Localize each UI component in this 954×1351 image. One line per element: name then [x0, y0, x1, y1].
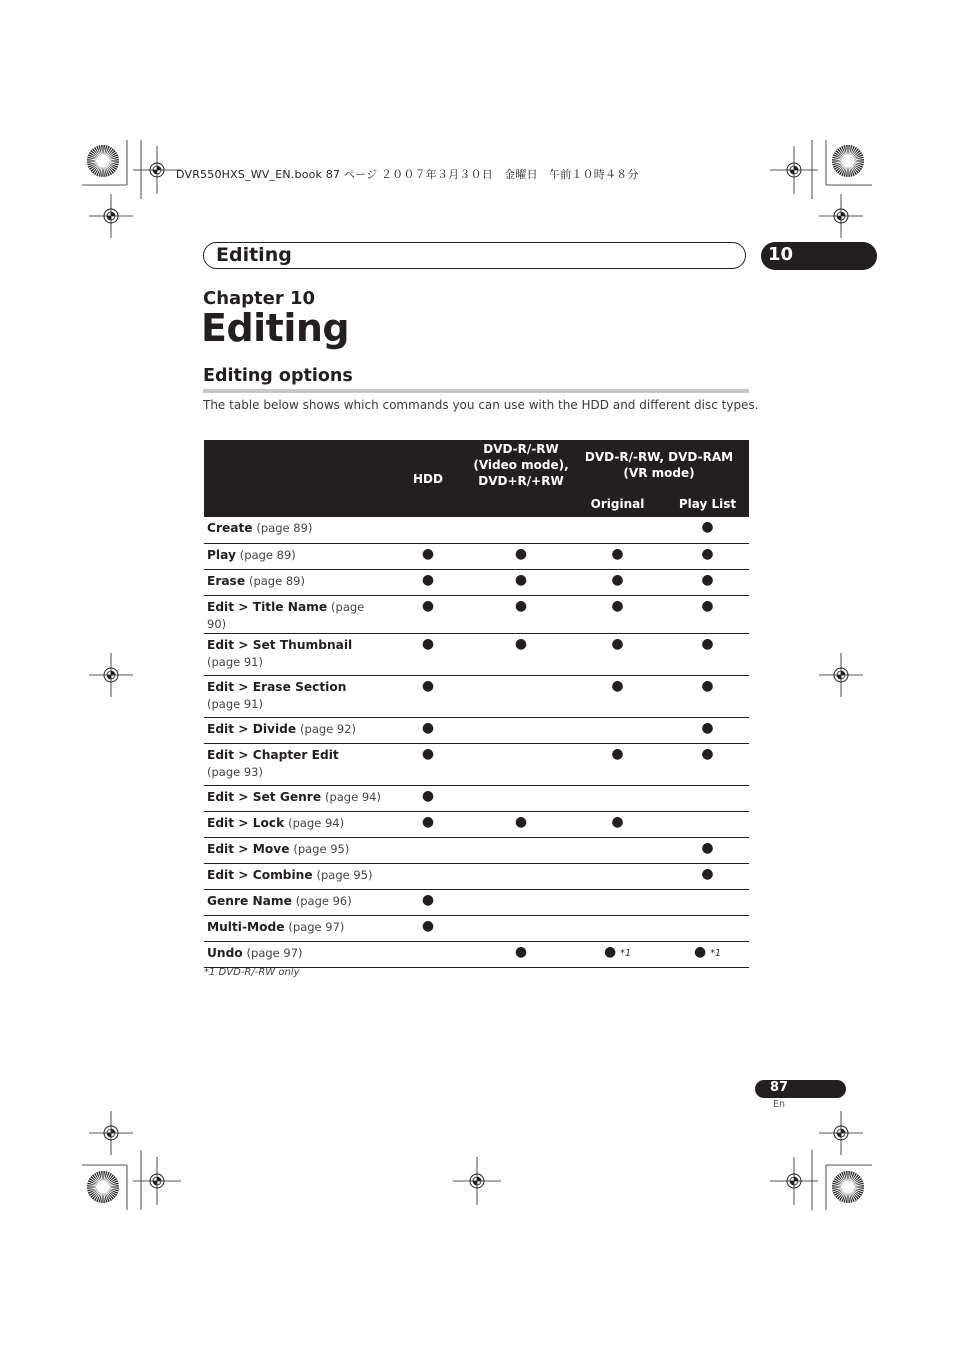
- support-dot: ●: [421, 677, 435, 694]
- page-reference: (page 89): [256, 521, 313, 535]
- support-dot: ●: [611, 597, 624, 614]
- page-reference: (page 91): [207, 696, 263, 711]
- hdd-cell: [383, 941, 473, 967]
- command-cell: [204, 837, 383, 863]
- original-cell: [569, 915, 666, 941]
- page-reference: (page 97): [288, 919, 345, 934]
- page-number: 87: [770, 1080, 789, 1095]
- support-dot: ●: [611, 813, 624, 830]
- editing-options-table: [204, 440, 749, 968]
- playlist-cell: [666, 633, 749, 675]
- support-dot: ●: [701, 745, 714, 762]
- language-code: En: [773, 1099, 786, 1110]
- header-video-mode: DVD-R/-RW (Video mode), DVD+R/+RW: [473, 440, 569, 517]
- video-cell: [473, 517, 569, 543]
- support-dot: ●: [611, 571, 624, 588]
- command-name: Create: [207, 521, 253, 535]
- video-cell: [473, 717, 569, 743]
- table-row: [204, 633, 749, 675]
- table-row: [204, 837, 749, 863]
- book-info-line: DVR550HXS_WV_EN.book 87 ページ ２００７年３月３０日 金曜日 午前１０時４８分: [176, 168, 639, 181]
- video-cell: [473, 889, 569, 915]
- command-name: Edit > Erase Section: [207, 679, 347, 694]
- video-cell: [473, 785, 569, 811]
- table-row: [204, 717, 749, 743]
- playlist-cell: [666, 569, 749, 595]
- command-name: Edit > Set Genre: [207, 789, 322, 804]
- header-original: Original: [569, 494, 666, 517]
- command-name: Edit > Title Name: [207, 599, 328, 614]
- hdd-cell: [383, 811, 473, 837]
- hdd-cell: [383, 889, 473, 915]
- running-header-title: Editing: [216, 244, 292, 266]
- hdd-cell: [383, 595, 473, 633]
- table-row: [204, 811, 749, 837]
- support-dot: ●: [421, 545, 435, 562]
- support-dot: ●: [421, 745, 435, 762]
- support-dot: ●: [421, 597, 435, 614]
- command-cell: [204, 675, 383, 717]
- hdd-cell: [383, 915, 473, 941]
- page-reference: (page 92): [300, 721, 357, 736]
- support-dot: ●: [421, 787, 435, 804]
- table-row: [204, 595, 749, 633]
- command-cell: [204, 743, 383, 785]
- playlist-cell: [666, 675, 749, 717]
- command-cell: [204, 595, 383, 633]
- playlist-cell: [666, 543, 749, 569]
- section-divider: [203, 389, 749, 393]
- original-cell: [569, 889, 666, 915]
- support-dot: ●: [421, 891, 435, 908]
- page-reference: (page 94): [288, 815, 345, 830]
- playlist-cell: [666, 743, 749, 785]
- table-row: [204, 517, 749, 543]
- header-playlist: Play List: [666, 494, 749, 517]
- original-cell: [569, 863, 666, 889]
- support-dot: ●: [514, 545, 528, 562]
- chapter-number: 10: [768, 244, 794, 265]
- page-number-badge: [755, 1080, 846, 1098]
- original-cell: [569, 811, 666, 837]
- footnote-marker: *1: [710, 947, 721, 959]
- support-dot: ●: [701, 519, 714, 535]
- footnote: *1 DVD-R/-RW only: [204, 967, 300, 978]
- command-cell: [204, 915, 383, 941]
- support-dot: ●: [701, 719, 714, 736]
- support-dot: ●: [421, 571, 435, 588]
- support-dot: ●: [421, 719, 435, 736]
- playlist-cell: [666, 863, 749, 889]
- page-reference: (page 90): [207, 599, 365, 631]
- support-dot: ●: [701, 677, 714, 694]
- command-cell: [204, 785, 383, 811]
- support-dot: ●: [693, 943, 707, 960]
- intro-paragraph: The table below shows which commands you can use with the HDD and different disc types.: [203, 398, 759, 412]
- support-dot: ●: [514, 943, 528, 960]
- header-hdd: HDD: [383, 440, 473, 517]
- support-dot: ●: [701, 597, 714, 614]
- playlist-cell: [666, 915, 749, 941]
- command-name: Undo: [207, 945, 243, 960]
- hdd-cell: [383, 633, 473, 675]
- hdd-cell: [383, 863, 473, 889]
- command-name: Edit > Divide: [207, 721, 297, 736]
- support-dot: ●: [421, 917, 435, 934]
- support-dot: ●: [611, 545, 624, 562]
- support-dot: ●: [514, 635, 528, 652]
- original-cell: [569, 633, 666, 675]
- video-cell: [473, 863, 569, 889]
- page-reference: (page 96): [295, 893, 352, 908]
- table-row: [204, 675, 749, 717]
- original-cell: [569, 941, 666, 967]
- command-cell: [204, 863, 383, 889]
- original-cell: [569, 569, 666, 595]
- command-cell: [204, 717, 383, 743]
- page-reference: (page 93): [207, 764, 263, 779]
- support-dot: ●: [603, 943, 617, 960]
- original-cell: [569, 517, 666, 543]
- video-cell: [473, 675, 569, 717]
- playlist-cell: [666, 941, 749, 967]
- page-reference: (page 89): [239, 547, 296, 562]
- original-cell: [569, 717, 666, 743]
- table-row: [204, 863, 749, 889]
- table-row: [204, 915, 749, 941]
- command-cell: [204, 569, 383, 595]
- running-header: [203, 242, 746, 269]
- table-row: [204, 569, 749, 595]
- video-cell: [473, 743, 569, 785]
- command-name: Play: [207, 547, 236, 562]
- page-reference: (page 97): [246, 945, 303, 960]
- command-name: Edit > Lock: [207, 815, 285, 830]
- header-command: [204, 440, 383, 517]
- video-cell: [473, 811, 569, 837]
- original-cell: [569, 785, 666, 811]
- original-cell: [569, 675, 666, 717]
- hdd-cell: [383, 543, 473, 569]
- table-row: [204, 543, 749, 569]
- support-dot: ●: [611, 677, 624, 694]
- hdd-cell: [383, 837, 473, 863]
- support-dot: ●: [701, 865, 714, 882]
- hdd-cell: [383, 743, 473, 785]
- page-reference: (page 91): [207, 654, 263, 669]
- table-row: [204, 941, 749, 967]
- hdd-cell: [383, 675, 473, 717]
- command-name: Genre Name: [207, 893, 292, 908]
- command-name: Edit > Combine: [207, 867, 313, 882]
- hdd-cell: [383, 517, 473, 543]
- support-dot: ●: [701, 635, 714, 652]
- playlist-cell: [666, 517, 749, 543]
- page-reference: (page 95): [293, 841, 350, 856]
- support-dot: ●: [514, 597, 528, 614]
- hdd-cell: [383, 717, 473, 743]
- video-cell: [473, 569, 569, 595]
- command-cell: [204, 811, 383, 837]
- page-reference: (page 95): [316, 867, 373, 882]
- support-dot: ●: [421, 635, 435, 652]
- support-dot: ●: [611, 635, 624, 652]
- support-dot: ●: [701, 571, 714, 588]
- table-row: [204, 743, 749, 785]
- footnote-marker: *1: [620, 947, 631, 959]
- table-row: [204, 889, 749, 915]
- video-cell: [473, 837, 569, 863]
- table-row: [204, 785, 749, 811]
- header-vr-mode: DVD-R/-RW, DVD-RAM (VR mode): [569, 440, 749, 494]
- support-dot: ●: [701, 839, 714, 856]
- original-cell: [569, 595, 666, 633]
- command-cell: [204, 941, 383, 967]
- page-reference: (page 94): [324, 789, 381, 804]
- chapter-label: Chapter 10: [203, 288, 316, 309]
- command-name: Multi-Mode: [207, 919, 285, 934]
- support-dot: ●: [701, 545, 714, 562]
- command-cell: [204, 517, 383, 543]
- original-cell: [569, 837, 666, 863]
- hdd-cell: [383, 785, 473, 811]
- support-dot: ●: [514, 813, 528, 830]
- video-cell: [473, 543, 569, 569]
- playlist-cell: [666, 837, 749, 863]
- command-cell: [204, 889, 383, 915]
- section-title: Editing options: [203, 366, 353, 386]
- playlist-cell: [666, 811, 749, 837]
- original-cell: [569, 743, 666, 785]
- page-title: Editing: [201, 306, 350, 350]
- command-cell: [204, 633, 383, 675]
- page-reference: (page 89): [248, 573, 305, 588]
- support-dot: ●: [421, 813, 435, 830]
- playlist-cell: [666, 717, 749, 743]
- video-cell: [473, 633, 569, 675]
- chapter-number-badge: [761, 242, 877, 270]
- support-dot: ●: [611, 745, 624, 762]
- command-name: Edit > Set Thumbnail: [207, 637, 353, 652]
- command-cell: [204, 543, 383, 569]
- command-name: Edit > Move: [207, 841, 290, 856]
- command-name: Erase: [207, 573, 246, 588]
- original-cell: [569, 543, 666, 569]
- video-cell: [473, 915, 569, 941]
- playlist-cell: [666, 889, 749, 915]
- hdd-cell: [383, 569, 473, 595]
- table-header-row: [204, 440, 749, 494]
- video-cell: [473, 595, 569, 633]
- playlist-cell: [666, 595, 749, 633]
- playlist-cell: [666, 785, 749, 811]
- support-dot: ●: [514, 571, 528, 588]
- video-cell: [473, 941, 569, 967]
- command-name: Edit > Chapter Edit: [207, 747, 339, 762]
